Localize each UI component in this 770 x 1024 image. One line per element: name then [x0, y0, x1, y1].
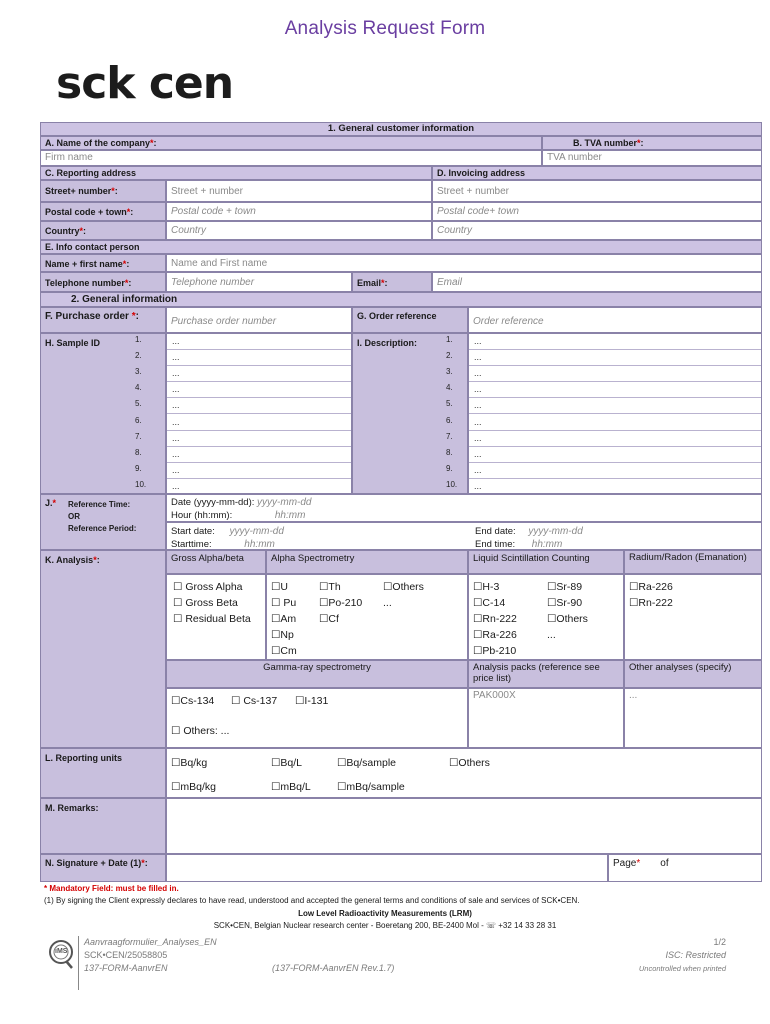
- telephone-field[interactable]: Telephone number: [166, 272, 352, 292]
- tva-number-label: B. TVA number*:: [542, 136, 762, 150]
- name-label: Name + first name*:: [40, 254, 166, 272]
- alpha-checkbox[interactable]: ☐Cf: [319, 613, 339, 625]
- description-number: 8.: [446, 447, 453, 457]
- alpha-checkbox[interactable]: ☐Th: [319, 581, 341, 593]
- alpha-checkbox[interactable]: ☐Am: [271, 613, 297, 625]
- description-number: 2.: [446, 351, 453, 361]
- alpha-checkbox[interactable]: ☐ Pu: [271, 597, 297, 609]
- sample-id-line[interactable]: ...: [167, 447, 351, 463]
- ims-logo: [46, 936, 76, 972]
- sample-id-line[interactable]: ...: [167, 398, 351, 414]
- contact-name-field[interactable]: Name and First name: [166, 254, 762, 272]
- unit-checkbox[interactable]: ☐Bq/kg: [171, 757, 208, 769]
- gross-checkbox[interactable]: ☐ Residual Beta: [173, 613, 251, 625]
- description-number: 6.: [446, 415, 453, 425]
- country-label: Country*:: [40, 221, 166, 240]
- sample-id-number: 8.: [135, 447, 142, 457]
- alpha-checkbox[interactable]: ☐Others: [383, 581, 424, 593]
- remarks-label: M. Remarks:: [40, 798, 166, 854]
- signing-note: (1) By signing the Client expressly declares to have read, understood and accepted the general terms and conditions of sale and services of SCK•CEN.: [44, 896, 580, 905]
- mandatory-note: * Mandatory Field: must be filled in.: [44, 884, 179, 893]
- purchase-order-label: F. Purchase order *:: [40, 307, 166, 333]
- signature-label: N. Signature + Date (1)*:: [40, 854, 166, 882]
- sample-id-line[interactable]: ...: [167, 431, 351, 447]
- page-title: Analysis Request Form: [284, 18, 486, 39]
- footer-isc: ISC: Restricted: [665, 950, 726, 960]
- radium-radon-header: Radium/Radon (Emanation): [624, 550, 762, 574]
- sample-id-number: 4.: [135, 383, 142, 393]
- analysis-packs-header: Analysis packs (reference see price list): [468, 660, 624, 688]
- sample-id-line[interactable]: ...: [167, 350, 351, 366]
- other-analyses-field[interactable]: ...: [624, 688, 762, 748]
- contact-person-label: E. Info contact person: [40, 240, 762, 254]
- telephone-label: Telephone number*:: [40, 272, 166, 292]
- footer-doc-name: Aanvraagformulier_Analyses_EN: [84, 937, 217, 947]
- lab-name: Low Level Radioactivity Measurements (LRM): [298, 909, 472, 918]
- lsc-checkbox[interactable]: ☐Pb-210: [473, 645, 517, 657]
- footer-form-id: 137-FORM-AanvrEN: [84, 963, 168, 973]
- description-number: 1.: [446, 335, 453, 344]
- sample-id-number: 5.: [135, 399, 142, 409]
- sample-id-line[interactable]: ...: [167, 415, 351, 431]
- sample-id-label: H. Sample ID: [45, 338, 101, 348]
- sample-id-number: 9.: [135, 463, 142, 473]
- reference-period-label: Reference Period:: [68, 524, 137, 533]
- alpha-checkbox[interactable]: ...: [383, 597, 392, 609]
- date-label: Date (yyyy-mm-dd):: [171, 497, 255, 508]
- order-reference-label: G. Order reference: [352, 307, 468, 333]
- email-label: Email*:: [352, 272, 432, 292]
- invoicing-country-field[interactable]: Country: [432, 221, 762, 240]
- alpha-checkbox[interactable]: ☐Cm: [271, 645, 297, 657]
- other-analyses-header: Other analyses (specify): [624, 660, 762, 688]
- analysis-label: K. Analysis*:: [40, 550, 166, 748]
- reference-time-fields[interactable]: [166, 494, 762, 522]
- unit-checkbox[interactable]: ☐Others: [449, 757, 490, 769]
- lsc-checkbox[interactable]: ☐C-14: [473, 597, 506, 609]
- lsc-checkbox[interactable]: ☐H-3: [473, 581, 500, 593]
- sck-cen-logo: sck cen: [56, 58, 234, 109]
- lsc-checkbox[interactable]: ☐Sr-90: [547, 597, 583, 609]
- footer-revision: (137-FORM-AanvrEN Rev.1.7): [272, 963, 395, 973]
- alpha-checkbox[interactable]: ☐U: [271, 581, 288, 593]
- postal-code-label: Postal code + town*:: [40, 202, 166, 221]
- gross-checkbox[interactable]: ☐ Gross Alpha: [173, 581, 243, 593]
- gamma-spectrometry-header: Gamma-ray spectrometry: [166, 660, 468, 688]
- sample-id-line[interactable]: ...: [167, 366, 351, 382]
- description-number: 10.: [446, 479, 458, 489]
- gamma-checkbox[interactable]: ☐Cs-134: [171, 695, 215, 707]
- reference-time-label: Reference Time:: [68, 500, 131, 509]
- description-fields[interactable]: [468, 333, 762, 494]
- gross-checkbox[interactable]: ☐ Gross Beta: [173, 597, 238, 609]
- reporting-postal-field[interactable]: Postal code + town: [166, 202, 432, 221]
- description-line[interactable]: ...: [469, 463, 761, 479]
- radium-checkbox[interactable]: ☐Rn-222: [629, 597, 673, 609]
- tva-number-field[interactable]: TVA number: [542, 150, 762, 166]
- end-time-field[interactable]: hh:mm: [531, 539, 563, 550]
- sample-id-number: 3.: [135, 367, 142, 377]
- sample-id-number: 6.: [135, 415, 142, 425]
- lsc-header: Liquid Scintillation Counting: [468, 550, 624, 574]
- description-line[interactable]: ...: [469, 334, 761, 350]
- lsc-checkbox[interactable]: ...: [547, 629, 556, 641]
- sample-id-block: [40, 333, 166, 494]
- alpha-spectrometry-options: [266, 574, 468, 660]
- company-name-label: A. Name of the company*:: [40, 136, 542, 150]
- description-label: I. Description:: [357, 338, 418, 348]
- radium-checkbox[interactable]: ☐Ra-226: [629, 581, 673, 593]
- reference-period-fields[interactable]: [166, 522, 762, 550]
- hour-label: Hour (hh:mm):: [171, 510, 233, 521]
- start-date-field[interactable]: yyyy-mm-dd: [229, 526, 284, 537]
- lsc-options: [468, 574, 624, 660]
- description-line[interactable]: ...: [469, 398, 761, 414]
- unit-checkbox[interactable]: ☐Bq/L: [271, 757, 303, 769]
- end-date-label: End date:: [475, 526, 516, 537]
- lab-address: SCK•CEN, Belgian Nuclear research center - Boeretang 200, BE-2400 Mol - ☏ +32 14 33 28 31: [213, 921, 557, 930]
- invoicing-address-label: D. Invoicing address: [432, 166, 762, 180]
- reporting-units-label: L. Reporting units: [40, 748, 166, 798]
- description-number: 3.: [446, 367, 453, 377]
- description-line[interactable]: ...: [469, 366, 761, 382]
- description-number: 4.: [446, 383, 453, 393]
- page-of-field: Page* of: [608, 854, 762, 882]
- unit-checkbox[interactable]: ☐mBq/sample: [337, 781, 405, 793]
- gross-alpha-beta-options: [166, 574, 266, 660]
- j-label: J.: [45, 498, 53, 508]
- gross-alpha-beta-header: Gross Alpha/beta: [166, 550, 266, 574]
- analysis-packs-field[interactable]: PAK000X: [468, 688, 624, 748]
- order-reference-field[interactable]: Order reference: [468, 307, 762, 333]
- sample-id-line[interactable]: ...: [167, 463, 351, 479]
- gamma-others-checkbox[interactable]: ☐ Others: ...: [171, 725, 230, 737]
- or-label: OR: [68, 512, 80, 521]
- sample-id-number: 2.: [135, 351, 142, 361]
- date-field[interactable]: yyyy-mm-dd: [257, 497, 312, 508]
- reference-time-block: J.* Reference Time: OR Reference Period:: [40, 494, 166, 550]
- unit-checkbox[interactable]: ☐mBq/kg: [171, 781, 217, 793]
- section-1-header: 1. General customer information: [40, 122, 762, 136]
- sample-id-number: 10.: [135, 479, 147, 489]
- sample-id-number: 1.: [135, 335, 142, 344]
- reporting-street-field[interactable]: Street + number: [166, 180, 432, 202]
- sample-id-line[interactable]: ...: [167, 382, 351, 398]
- reporting-address-label: C. Reporting address: [40, 166, 432, 180]
- invoicing-postal-field[interactable]: Postal code+ town: [432, 202, 762, 221]
- radium-radon-options: [624, 574, 762, 660]
- footer-uncontrolled: Uncontrolled when printed: [638, 964, 726, 973]
- gamma-options: [166, 688, 468, 748]
- start-date-label: Start date:: [171, 526, 215, 537]
- lsc-checkbox[interactable]: ☐Sr-89: [547, 581, 583, 593]
- start-time-label: Starttime:: [171, 539, 212, 550]
- unit-checkbox[interactable]: ☐mBq/L: [271, 781, 311, 793]
- description-line[interactable]: ...: [469, 415, 761, 431]
- reporting-country-field[interactable]: Country: [166, 221, 432, 240]
- description-line[interactable]: ...: [469, 431, 761, 447]
- lsc-checkbox[interactable]: ☐Rn-222: [473, 613, 517, 625]
- alpha-checkbox[interactable]: ☐Np: [271, 629, 294, 641]
- email-field[interactable]: Email: [432, 272, 762, 292]
- section-2-header: 2. General information: [40, 292, 762, 307]
- start-time-field[interactable]: hh:mm: [244, 539, 275, 550]
- invoicing-street-field[interactable]: Street + number: [432, 180, 762, 202]
- signature-field[interactable]: [166, 854, 608, 882]
- alpha-checkbox[interactable]: ☐Po-210: [319, 597, 363, 609]
- ims-logo-text: iMS: [55, 948, 68, 955]
- gamma-checkbox[interactable]: ☐I-131: [295, 695, 329, 707]
- hour-field[interactable]: hh:mm: [274, 510, 306, 521]
- firm-name-field[interactable]: Firm name: [40, 150, 542, 166]
- description-number: 9.: [446, 463, 453, 473]
- description-line[interactable]: ...: [469, 447, 761, 463]
- purchase-order-field[interactable]: Purchase order number: [166, 307, 352, 333]
- footer-page: 1/2: [713, 937, 726, 947]
- description-line[interactable]: ...: [469, 350, 761, 366]
- description-line[interactable]: ...: [469, 382, 761, 398]
- remarks-field[interactable]: [166, 798, 762, 854]
- end-time-label: End time:: [475, 539, 516, 550]
- street-label: Street+ number*:: [40, 180, 166, 202]
- description-number: 5.: [446, 399, 453, 409]
- sample-id-number: 7.: [135, 431, 142, 441]
- description-number: 7.: [446, 431, 453, 441]
- reporting-units-options: [166, 748, 762, 798]
- sample-id-line[interactable]: ...: [167, 479, 351, 494]
- gamma-checkbox[interactable]: ☐ Cs-137: [231, 695, 278, 707]
- footer-divider: [78, 936, 79, 990]
- description-line[interactable]: ...: [469, 479, 761, 494]
- footer-reference: SCK•CEN/25058805: [84, 950, 168, 960]
- lsc-checkbox[interactable]: ☐Ra-226: [473, 629, 517, 641]
- alpha-spectrometry-header: Alpha Spectrometry: [266, 550, 468, 574]
- lsc-checkbox[interactable]: ☐Others: [547, 613, 588, 625]
- sample-id-fields[interactable]: [166, 333, 352, 494]
- end-date-field[interactable]: yyyy-mm-dd: [528, 526, 583, 537]
- sample-id-line[interactable]: ...: [167, 334, 351, 350]
- unit-checkbox[interactable]: ☐Bq/sample: [337, 757, 397, 769]
